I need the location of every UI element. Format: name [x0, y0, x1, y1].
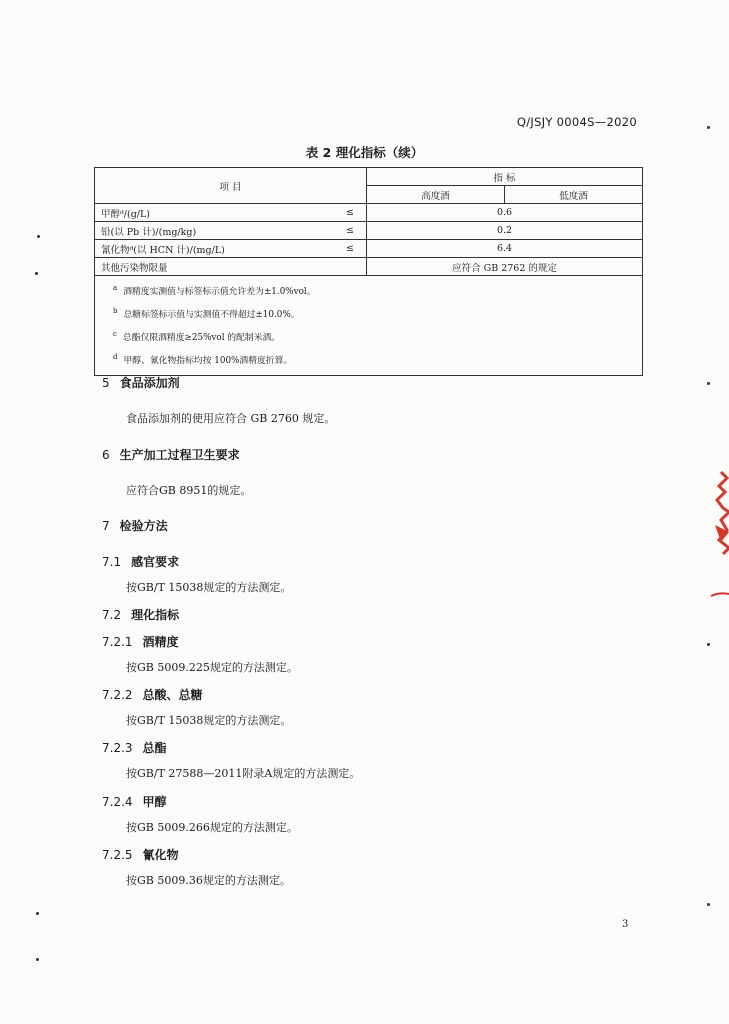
section-heading-7-2-4: 7.2.4 甲醇 [102, 795, 167, 809]
table-notes [95, 276, 643, 376]
row-name: 铅(以 Pb 计)/(mg/kg) [95, 222, 309, 240]
table-note: $^c$ 总酯仅限酒精度≥25%vol 的配制米酒。 [113, 329, 281, 343]
row-symbol: ≤ [308, 222, 367, 240]
scan-speck [707, 643, 710, 646]
section-heading-6: 6 生产加工过程卫生要求 [102, 448, 240, 462]
section-heading-7-2: 7.2 理化指标 [102, 608, 180, 622]
page-number: 3 [622, 919, 629, 930]
section-text-5: 食品添加剂的使用应符合 GB 2760 规定。 [126, 412, 336, 425]
spec-table [94, 167, 643, 376]
scan-speck [36, 912, 39, 915]
row-name: 甲醇ᵈ/(g/L) [95, 204, 309, 222]
scan-speck [35, 272, 38, 275]
section-heading-7-2-3: 7.2.3 总酯 [102, 741, 167, 755]
table-row [95, 258, 643, 276]
row-name: 其他污染物限量 [95, 258, 309, 276]
section-heading-7-2-5: 7.2.5 氰化物 [102, 848, 179, 862]
section-text-6: 应符合GB 8951的规定。 [126, 484, 252, 497]
table-row [95, 204, 643, 222]
table-note: $^d$ 甲醇、氰化物指标均按 100%酒精度折算。 [113, 352, 293, 366]
row-value: 0.2 [367, 222, 643, 240]
col-header-high: 高度酒 [367, 186, 505, 204]
red-seal-stamp-edge [707, 470, 729, 600]
row-symbol: ≤ [308, 240, 367, 258]
row-symbol [308, 258, 367, 276]
section-heading-7-2-2: 7.2.2 总酸、总糖 [102, 688, 203, 702]
scan-speck [707, 903, 710, 906]
section-heading-7-1: 7.1 感官要求 [102, 555, 180, 569]
section-text-7-2-5: 按GB 5009.36规定的方法测定。 [126, 874, 291, 887]
col-header-index: 指 标 [367, 168, 643, 186]
section-heading-7: 7 检验方法 [102, 519, 168, 533]
col-header-item: 项 目 [95, 168, 367, 204]
section-text-7-1: 按GB/T 15038规定的方法测定。 [126, 581, 292, 594]
table-title: 表 2 理化指标（续） [305, 145, 424, 160]
section-text-7-2-4: 按GB 5009.266规定的方法测定。 [126, 821, 298, 834]
section-text-7-2-2: 按GB/T 15038规定的方法测定。 [126, 714, 292, 727]
row-value: 0.6 [367, 204, 643, 222]
table-note: $^a$ 酒精度实测值与标签标示值允许差为±1.0%vol。 [113, 284, 316, 297]
row-value: 6.4 [367, 240, 643, 258]
section-heading-5: 5 食品添加剂 [102, 376, 180, 390]
table-note: $^b$ 总糖标签标示值与实测值不得超过±10.0%。 [113, 306, 300, 320]
section-text-7-2-3: 按GB/T 27588—2011附录A规定的方法测定。 [126, 767, 361, 780]
section-heading-7-2-1: 7.2.1 酒精度 [102, 635, 179, 649]
row-symbol: ≤ [308, 204, 367, 222]
scan-speck [37, 235, 40, 238]
scan-speck [707, 126, 710, 129]
scan-speck [36, 958, 39, 961]
col-header-low: 低度酒 [505, 186, 643, 204]
row-value: 应符合 GB 2762 的规定 [367, 258, 643, 276]
document-code: Q/JSJY 0004S—2020 [516, 115, 637, 129]
table-row [95, 240, 643, 258]
row-name: 氰化物ᵈ(以 HCN 计)/(mg/L) [95, 240, 309, 258]
scan-speck [707, 382, 710, 385]
section-text-7-2-1: 按GB 5009.225规定的方法测定。 [126, 661, 298, 674]
table-row [95, 222, 643, 240]
